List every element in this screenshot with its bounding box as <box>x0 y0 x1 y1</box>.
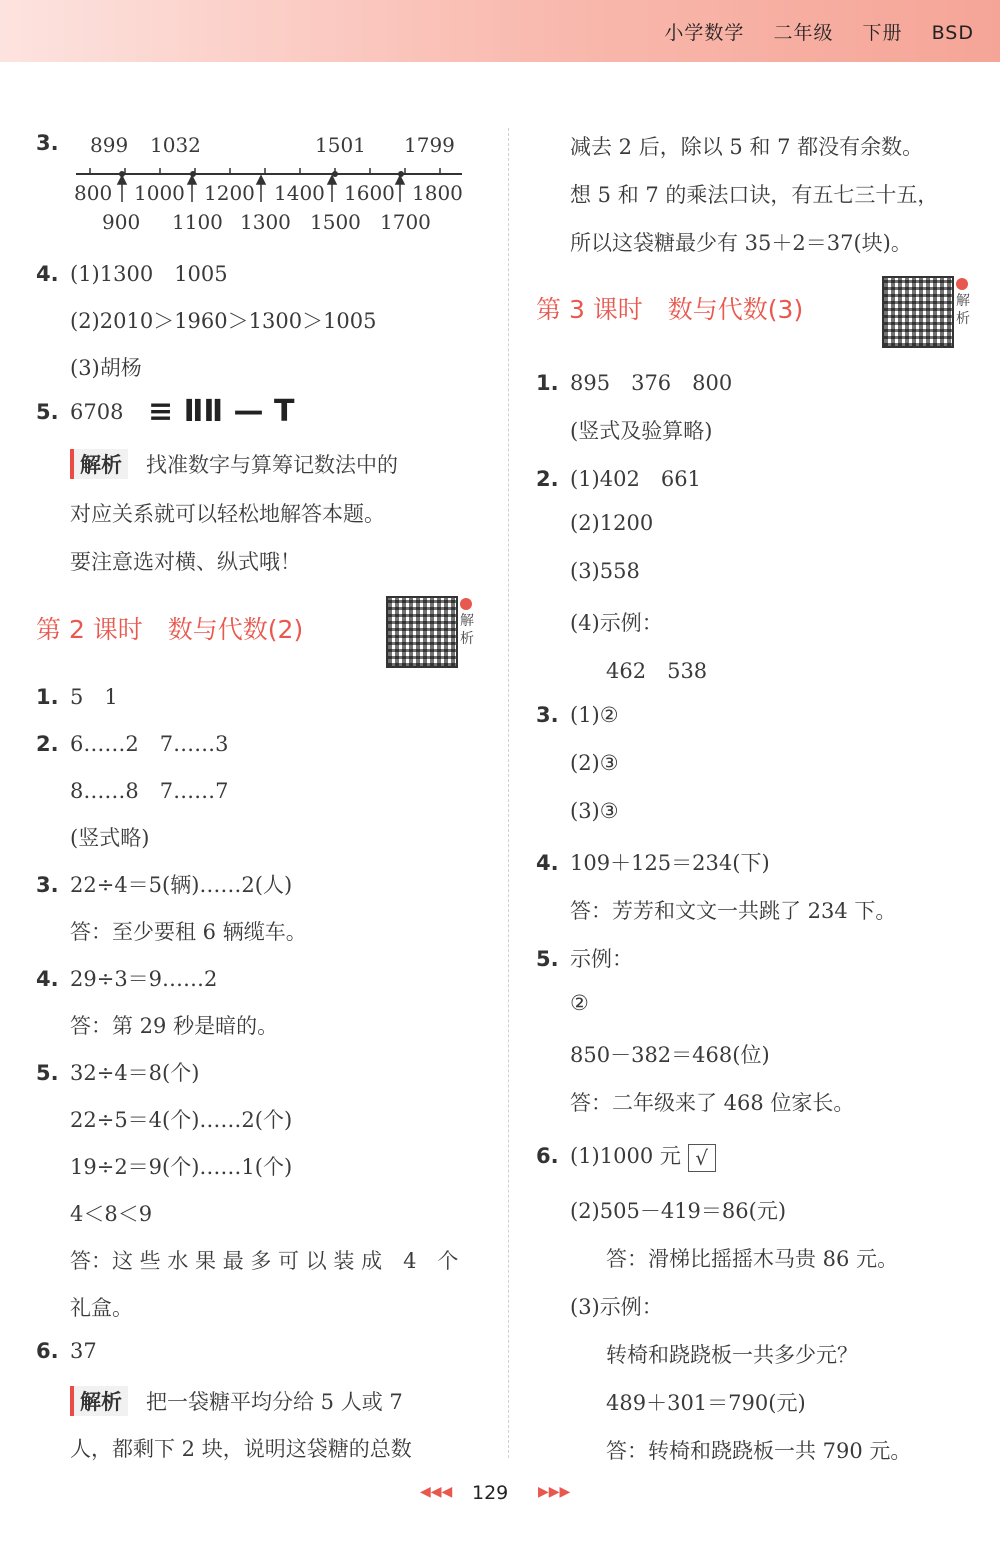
answer-line: 6. 37 <box>36 1339 97 1363</box>
number-line-axis-label: 1800 <box>412 181 463 205</box>
answer-line: 4. 109＋125＝234(下) <box>536 851 770 875</box>
header-volume: 下册 <box>862 22 903 44</box>
number-line-bottom-label: 900 <box>102 210 141 234</box>
answer-line: 答：这 些 水 果 最 多 可 以 装 成 4 个 <box>70 1249 459 1273</box>
answer-line: 5. 6708 <box>36 400 124 424</box>
number-line-top-label: 1032 <box>150 133 201 157</box>
qr-label[interactable]: 解析 <box>460 598 476 648</box>
answer-line: ② <box>570 991 589 1015</box>
answer-line: (3)示例： <box>570 1295 663 1319</box>
analysis-line: 解析 找准数字与算筹记数法中的 <box>70 449 398 479</box>
number-line-top-label: 899 <box>90 133 129 157</box>
answer-line: (2)③ <box>570 751 619 775</box>
number-line <box>60 126 480 242</box>
answer-line: (4)示例： <box>570 611 663 635</box>
answer-line: 转椅和跷跷板一共多少元？ <box>606 1343 858 1367</box>
answer-line: 答：第 29 秒是暗的。 <box>70 1014 279 1038</box>
answer-line: (3)558 <box>570 559 640 583</box>
counting-rods: ≡ ⅡⅡ — T <box>148 394 295 429</box>
answer-line: 4. 29÷3＝9……2 <box>36 967 218 991</box>
answer-line: 5. 示例： <box>536 947 633 971</box>
answer-line: 礼盒。 <box>70 1296 133 1320</box>
answer-line: (竖式及验算略) <box>570 419 713 443</box>
number-line-bottom-label: 1700 <box>380 210 431 234</box>
answer-line: 3. 22÷4＝5(辆)……2(人) <box>36 873 293 897</box>
lesson-3-title: 第 3 课时 数与代数(3) <box>536 295 804 324</box>
question-number: 3. <box>36 131 59 155</box>
answer-line: (2)1200 <box>570 511 654 535</box>
number-line-bottom-label: 1300 <box>240 210 291 234</box>
answer-line: 4＜8＜9 <box>70 1202 153 1226</box>
answer-line: 答：二年级来了 468 位家长。 <box>570 1091 855 1115</box>
answer-line: 答：至少要租 6 辆缆车。 <box>70 920 307 944</box>
answer-line: 2. (1)402 661 <box>536 467 701 491</box>
number-line-point <box>190 171 196 177</box>
number-line-axis-label: 1200 <box>204 181 255 205</box>
number-line-bottom-label: 1500 <box>310 210 361 234</box>
analysis-tag: 解析 <box>70 1386 128 1416</box>
header-edition: BSD <box>931 22 974 44</box>
analysis-line: 解析 把一袋糖平均分给 5 人或 7 <box>70 1386 403 1416</box>
number-line-axis-label: 1600 <box>344 181 395 205</box>
analysis-line: 要注意选对横、纵式哦！ <box>70 550 301 574</box>
answer-line: 6. (1)1000 元 √ <box>536 1140 716 1172</box>
number-line-axis-label: 1000 <box>134 181 185 205</box>
answer-line: (3)胡杨 <box>70 356 142 380</box>
answer-line: 2. 6……2 7……3 <box>36 732 229 756</box>
number-line-top-label: 1501 <box>315 133 366 157</box>
analysis-line: 人，都剩下 2 块，说明这袋糖的总数 <box>70 1437 412 1461</box>
answer-line: 答：芳芳和文文一共跳了 234 下。 <box>570 899 897 923</box>
answer-line: 3. (1)② <box>536 703 619 727</box>
header-grade: 二年级 <box>773 22 834 44</box>
column-divider <box>508 128 509 1458</box>
answer-line: (2)505－419＝86(元) <box>570 1199 787 1223</box>
number-line-axis-label: 1400 <box>274 181 325 205</box>
header-subject: 小学数学 <box>664 22 745 44</box>
number-line-top-label: 1799 <box>404 133 455 157</box>
check-mark-icon: √ <box>688 1144 716 1172</box>
qr-code[interactable] <box>386 596 458 668</box>
page-number: 129 <box>472 1482 509 1504</box>
answer-line: 1. 5 1 <box>36 685 118 709</box>
analysis-line: 减去 2 后，除以 5 和 7 都没有余数。 <box>570 135 924 159</box>
analysis-line: 所以这袋糖最少有 35＋2＝37(块)。 <box>570 231 912 255</box>
answer-line: 22÷5＝4(个)……2(个) <box>70 1108 293 1132</box>
answer-line: 4. (1)1300 1005 <box>36 262 228 286</box>
page-header <box>0 0 1000 62</box>
number-line-point <box>398 171 404 177</box>
answer-line: 答：转椅和跷跷板一共 790 元。 <box>606 1439 912 1463</box>
number-line-point <box>332 171 338 177</box>
answer-line: (3)③ <box>570 799 619 823</box>
prev-arrows-icon: ◀◀◀ <box>420 1484 453 1500</box>
analysis-line: 对应关系就可以轻松地解答本题。 <box>70 502 385 526</box>
analysis-line: 想 5 和 7 的乘法口诀，有五七三十五， <box>570 183 939 207</box>
answer-line: 答：滑梯比摇摇木马贵 86 元。 <box>606 1247 899 1271</box>
answer-line: 850－382＝468(位) <box>570 1043 770 1067</box>
header-text <box>642 18 974 45</box>
qr-code[interactable] <box>882 276 954 348</box>
answer-line: 462 538 <box>606 659 708 683</box>
next-arrows-icon: ▶▶▶ <box>538 1484 571 1500</box>
answer-line: 1. 895 376 800 <box>536 371 733 395</box>
answer-line: 5. 32÷4＝8(个) <box>36 1061 200 1085</box>
number-line-bottom-label: 1100 <box>172 210 223 234</box>
play-icon <box>956 278 968 290</box>
number-line-axis-label: 800 <box>74 181 113 205</box>
answer-line: (2)2010＞1960＞1300＞1005 <box>70 309 377 333</box>
answer-line: 8……8 7……7 <box>70 779 229 803</box>
qr-label[interactable]: 解析 <box>956 278 972 328</box>
answer-line: 19÷2＝9(个)……1(个) <box>70 1155 293 1179</box>
answer-line: (竖式略) <box>70 826 150 850</box>
play-icon <box>460 598 472 610</box>
lesson-2-title: 第 2 课时 数与代数(2) <box>36 615 304 644</box>
analysis-tag: 解析 <box>70 449 128 479</box>
answer-line: 489＋301＝790(元) <box>606 1391 806 1415</box>
